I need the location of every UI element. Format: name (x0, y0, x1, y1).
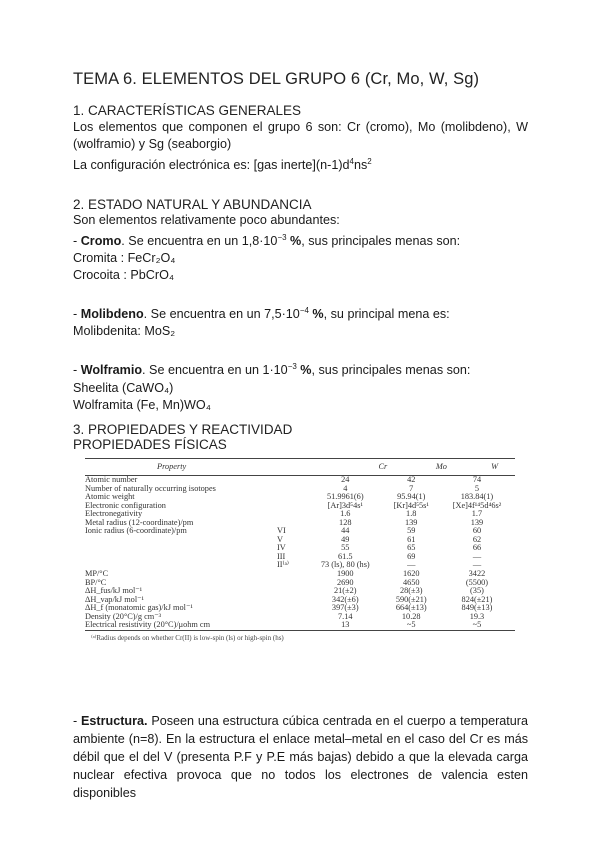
paragraph-line: nuclear efectiva provoca que no todos los electrones de valencia esten disponibles (73, 768, 528, 800)
table-cell: V (277, 534, 283, 544)
table-row (85, 570, 515, 579)
text-span: . Se encuentra en un 7,5·10 (143, 307, 300, 322)
ore-line: Crocoita : PbCrO₄ (73, 268, 175, 283)
electron-configuration-line (73, 153, 528, 174)
exponent: −4 (299, 306, 309, 316)
table-cell: 849(±13) (461, 603, 493, 613)
header-cell: Mo (435, 462, 447, 471)
paragraph-line: Los elementos que componen el grupo 6 son: Cr (cromo), Mo (molibdeno), W (73, 120, 528, 134)
text-span: La configuración electrónica es: [gas inerte](n-1)d (73, 158, 350, 173)
table-row (85, 587, 515, 596)
table-cell: Metal radius (12-coordinate)/pm (85, 517, 194, 527)
structure-paragraph (73, 712, 528, 802)
table-row (85, 621, 515, 630)
element-name: Cromo (80, 234, 122, 249)
table-cell: ~5 (406, 620, 416, 630)
table-row (85, 485, 515, 494)
table-cell: Atomic weight (85, 492, 135, 502)
table-cell: 62 (472, 534, 482, 544)
table-cell: 73 (ls), 80 (hs) (320, 560, 370, 570)
table-cell: ΔH_fus/kJ mol⁻¹ (85, 586, 143, 596)
text-span: . Se encuentra en un 1·10 (142, 363, 288, 378)
table-cell: MP/°C (85, 569, 109, 579)
element-name: Molibdeno (80, 307, 144, 322)
table-cell (255, 476, 307, 485)
table-cell: 590(±21) (395, 594, 427, 604)
table-cell: ~5 (472, 620, 482, 630)
table-cell: Electrical resistivity (20°C)/μohm cm (85, 620, 211, 630)
table-cell (255, 493, 307, 502)
table-cell: 1.6 (340, 509, 351, 519)
table-cell (255, 596, 307, 605)
exponent: −3 (277, 233, 287, 242)
section-properties (73, 422, 528, 452)
tungsten-line: - Wolframio. Se encuentra en un $1\cdot 10^{-3}$ %, sus principales menas son: (73, 362, 471, 378)
table-cell: — (472, 551, 482, 561)
table-row (85, 502, 515, 511)
table-cell: 69 (407, 551, 416, 561)
table-cell (255, 621, 307, 630)
table-cell: Electronegativity (85, 509, 143, 519)
table-cell: 1.7 (471, 509, 483, 519)
table-cell: 7.14 (338, 611, 353, 621)
text-span: . Se encuentra en un 1,8·10 (121, 234, 278, 249)
table-cell: 24 (341, 475, 350, 484)
table-cell: 3422 (468, 569, 486, 579)
molybdenum-line: - Molibdeno. Se encuentra en un $7,5\cdot 10^{-4}$ %, su principal mena es: (73, 306, 450, 322)
paragraph-line: (wolframio) y Sg (seaborgio) (73, 137, 232, 151)
table-cell: 28(±3) (399, 586, 423, 596)
section-heading-general: 1. CARACTERÍSTICAS GENERALES (73, 103, 302, 118)
table-header-row (85, 459, 515, 475)
paragraph-line: - Estructura. Poseen una estructura cúbica centrada en el cuerpo a temperatura (73, 714, 528, 728)
table-cell (255, 604, 307, 613)
superscript: 4 (349, 157, 354, 166)
table-cell: 42 (407, 475, 416, 484)
document-title: TEMA 6. ELEMENTOS DEL GRUPO 6 (Cr, Mo, W, Sg) (73, 70, 480, 88)
table-cell: 10.28 (401, 611, 421, 621)
paragraph-line: Son elementos relativamente poco abundantes: (73, 213, 340, 227)
table-cell (85, 536, 255, 545)
table-cell: 183.84(1) (460, 492, 494, 502)
table-cell: IV (277, 543, 286, 553)
table-cell: [Xe]4f¹⁴5d⁴6s² (452, 500, 502, 510)
percent: % (286, 234, 302, 249)
table-row (85, 579, 515, 588)
table-cell (255, 579, 307, 588)
table-cell: 61.5 (338, 551, 353, 561)
table-cell: 2690 (336, 577, 354, 587)
table-row (85, 561, 515, 570)
table-cell: 397(±3) (331, 603, 359, 613)
table-cell (255, 613, 307, 622)
table-cell (255, 502, 307, 511)
table-cell: 61 (407, 534, 416, 544)
table-cell: II⁽ᵃ⁾ (277, 560, 289, 570)
table-cell (255, 485, 307, 494)
table-cell: 7 (409, 483, 414, 493)
table-cell: 4650 (402, 577, 420, 587)
exponent: −3 (287, 362, 297, 372)
table-cell: 1620 (402, 569, 420, 579)
table-cell: 65 (407, 543, 416, 553)
table-cell (255, 587, 307, 596)
table-cell: 1900 (336, 569, 354, 579)
table-cell: 139 (405, 517, 418, 527)
section-natural-state (73, 197, 528, 414)
table-cell: Number of naturally occurring isotopes (85, 483, 216, 493)
table-cell (255, 570, 307, 579)
superscript: 2 (367, 157, 372, 166)
table-cell: 51.9961(6) (326, 492, 364, 502)
paragraph-line: ambiente (n=8). En la estructura el enlace metal–metal en el caso del Cr es más (73, 732, 528, 746)
percent: % (296, 363, 312, 378)
ore-line: Molibdenita: MoS₂ (73, 324, 176, 339)
table-cell: ΔH_vap/kJ mol⁻¹ (85, 594, 144, 604)
table-cell: 128 (339, 517, 352, 527)
table-cell: III (277, 551, 286, 561)
table-cell: 49 (341, 534, 350, 544)
section-general (73, 103, 528, 174)
table-cell: 5 (474, 483, 480, 493)
text-span: , sus principales menas son: (311, 363, 471, 378)
table-cell: [Kr]4d⁵5s¹ (393, 500, 429, 510)
percent: % (308, 307, 324, 322)
table-cell: 13 (341, 620, 350, 630)
table-cell: 664(±13) (395, 603, 427, 613)
header-cell: Cr (378, 462, 388, 471)
table-cell: 19.3 (469, 611, 485, 621)
table-cell: 139 (470, 517, 484, 527)
table-row (85, 553, 515, 562)
text-span: Poseen una estructura cúbica centrada en el cuerpo a temperatura (147, 714, 528, 728)
element-name: Wolframio (80, 363, 143, 378)
table-footnote: ⁽ᵃ⁾Radius depends on whether Cr(II) is low-spin (ls) or high-spin (hs) (91, 633, 284, 642)
table-cell: 44 (341, 526, 350, 536)
table-cell (85, 553, 255, 562)
table-cell: 74 (472, 475, 482, 484)
table-cell: BP/°C (85, 577, 107, 587)
paragraph-line: débil que el del V (presenta P.F y P.E más bajas) debido a que la elevada carga (73, 750, 528, 764)
header-cell: Property (157, 462, 187, 471)
table-bottom-rule (85, 630, 515, 631)
table-cell: Atomic number (85, 475, 138, 484)
table-cell (85, 544, 255, 553)
table-cell: 1.8 (406, 509, 417, 519)
table-cell: 4 (343, 483, 348, 493)
table-cell: (5500) (465, 577, 489, 587)
table-cell: [Ar]3d⁵4s¹ (327, 500, 363, 510)
header-cell: W (491, 462, 498, 471)
table-cell: 824(±21) (461, 594, 493, 604)
table-cell (255, 510, 307, 519)
table-cell: (35) (470, 586, 484, 596)
table-cell: Ionic radius (6-coordinate)/pm (85, 526, 187, 536)
table-cell: — (472, 560, 482, 570)
ore-line: Wolframita (Fe, Mn)WO₄ (73, 397, 211, 412)
table-row (85, 544, 515, 553)
table-row (85, 527, 515, 536)
properties-table (85, 458, 515, 642)
table-cell: 342(±6) (331, 594, 359, 604)
table-cell (85, 561, 255, 570)
table-cell: 59 (407, 526, 416, 536)
section-heading-properties: 3. PROPIEDADES Y REACTIVIDAD (73, 422, 293, 437)
ore-line: Sheelita (CaWO₄) (73, 380, 174, 395)
table-cell: ΔH_f (monatomic gas)/kJ mol⁻¹ (85, 603, 193, 613)
table-cell: VI (277, 526, 286, 536)
section-heading-natural-state: 2. ESTADO NATURAL Y ABUNDANCIA (73, 197, 312, 212)
table-cell: 95.94(1) (397, 492, 426, 502)
text-span: ns (353, 158, 368, 173)
chromium-line: - Cromo. Se encuentra en un $1,8\cdot 10^{-3}$ %, sus principales menas son: (73, 233, 461, 249)
table-cell: — (407, 560, 416, 570)
table-cell: Density (20°C)/g cm⁻³ (85, 611, 162, 621)
subheading-physical-properties: PROPIEDADES FÍSICAS (73, 437, 227, 452)
table-cell: 60 (472, 526, 482, 536)
table-cell: 55 (341, 543, 350, 553)
table-cell: 66 (472, 543, 482, 553)
table-cell: Electronic configuration (85, 500, 166, 510)
ore-line: Cromita : FeCr₂O₄ (73, 251, 176, 266)
header-cell (327, 459, 357, 475)
text-span: , su principal mena es: (323, 307, 450, 322)
table-row (85, 536, 515, 545)
text-span: , sus principales menas son: (301, 234, 461, 249)
bold-term: Estructura. (81, 714, 148, 728)
table-cell: 21(±2) (334, 586, 357, 596)
